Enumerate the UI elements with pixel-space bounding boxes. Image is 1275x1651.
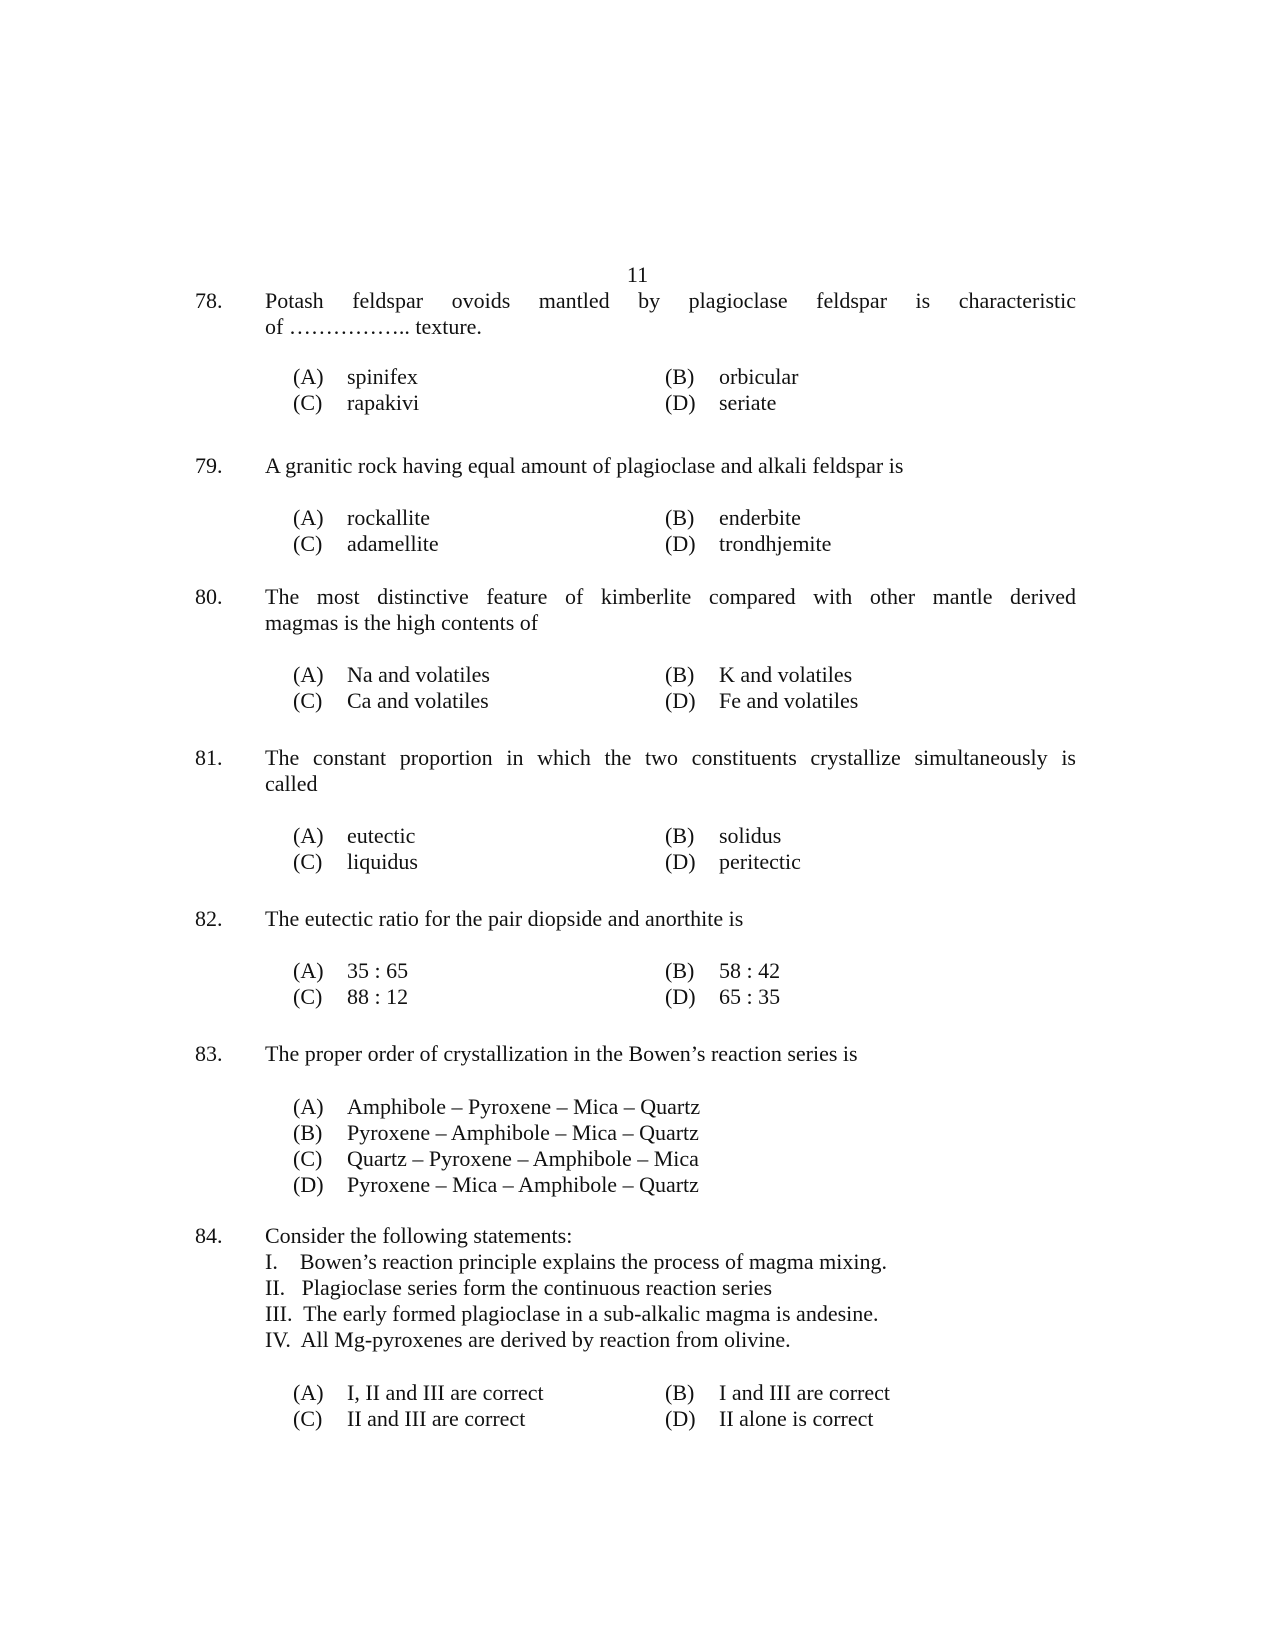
option-a[interactable]: (A) I, II and III are correct xyxy=(293,1380,544,1405)
option-a[interactable]: (A) Na and volatiles xyxy=(293,662,490,687)
question-number: 79. xyxy=(195,453,223,478)
option-c[interactable]: (C) rapakivi xyxy=(293,390,420,415)
question-text-line: The most distinctive feature of kimberlite compared with other mantle derived xyxy=(265,584,1076,609)
question-text-line: of …………….. texture. xyxy=(265,314,482,339)
question-text-line: A granitic rock having equal amount of plagioclase and alkali feldspar is xyxy=(265,453,904,478)
option-c[interactable]: (C) adamellite xyxy=(293,531,439,556)
statement-3: III. The early formed plagioclase in a sub-alkalic magma is andesine. xyxy=(265,1301,879,1326)
option-c[interactable]: (C) 88 : 12 xyxy=(293,984,409,1009)
statement-1: I. Bowen’s reaction principle explains the process of magma mixing. xyxy=(265,1249,887,1274)
option-c[interactable]: (C) II and III are correct xyxy=(293,1406,526,1431)
option-c[interactable]: (C) Quartz – Pyroxene – Amphibole – Mica xyxy=(293,1146,699,1171)
question-text-line: called xyxy=(265,771,318,796)
option-a[interactable]: (A) eutectic xyxy=(293,823,416,848)
page-number: 11 xyxy=(626,262,649,287)
option-b[interactable]: (B) K and volatiles xyxy=(665,662,853,687)
option-b[interactable]: (B) solidus xyxy=(665,823,782,848)
option-a[interactable]: (A) spinifex xyxy=(293,364,418,389)
option-b[interactable]: (B) enderbite xyxy=(665,505,801,530)
option-b[interactable]: (B) I and III are correct xyxy=(665,1380,890,1405)
option-a[interactable]: (A) 35 : 65 xyxy=(293,958,409,983)
option-a[interactable]: (A) rockallite xyxy=(293,505,431,530)
option-a[interactable]: (A) Amphibole – Pyroxene – Mica – Quartz xyxy=(293,1094,701,1119)
option-b[interactable]: (B) Pyroxene – Amphibole – Mica – Quartz xyxy=(293,1120,699,1145)
option-c[interactable]: (C) Ca and volatiles xyxy=(293,688,489,713)
option-d[interactable]: (D) peritectic xyxy=(665,849,801,874)
question-number: 81. xyxy=(195,745,223,770)
statement-4: IV. All Mg-pyroxenes are derived by reaction from olivine. xyxy=(265,1327,791,1352)
question-text-line: Potash feldspar ovoids mantled by plagioclase feldspar is characteristic xyxy=(265,288,1076,313)
question-number: 84. xyxy=(195,1223,223,1248)
option-d[interactable]: (D) Fe and volatiles xyxy=(665,688,859,713)
question-text-line: The proper order of crystallization in the Bowen’s reaction series is xyxy=(265,1041,858,1066)
option-c[interactable]: (C) liquidus xyxy=(293,849,418,874)
option-b[interactable]: (B) orbicular xyxy=(665,364,799,389)
option-d[interactable]: (D) II alone is correct xyxy=(665,1406,874,1431)
statement-2: II. Plagioclase series form the continuous reaction series xyxy=(265,1275,773,1300)
option-d[interactable]: (D) trondhjemite xyxy=(665,531,832,556)
question-text-line: The eutectic ratio for the pair diopside and anorthite is xyxy=(265,906,744,931)
option-d[interactable]: (D) Pyroxene – Mica – Amphibole – Quartz xyxy=(293,1172,699,1197)
option-d[interactable]: (D) 65 : 35 xyxy=(665,984,781,1009)
question-number: 80. xyxy=(195,584,223,609)
option-d[interactable]: (D) seriate xyxy=(665,390,777,415)
question-text-line: Consider the following statements: xyxy=(265,1223,573,1248)
question-text-line: magmas is the high contents of xyxy=(265,610,539,635)
question-text-line: The constant proportion in which the two constituents crystallize simultaneously is xyxy=(265,745,1076,770)
option-b[interactable]: (B) 58 : 42 xyxy=(665,958,781,983)
question-number: 78. xyxy=(195,288,223,313)
question-number: 83. xyxy=(195,1041,223,1066)
question-number: 82. xyxy=(195,906,223,931)
